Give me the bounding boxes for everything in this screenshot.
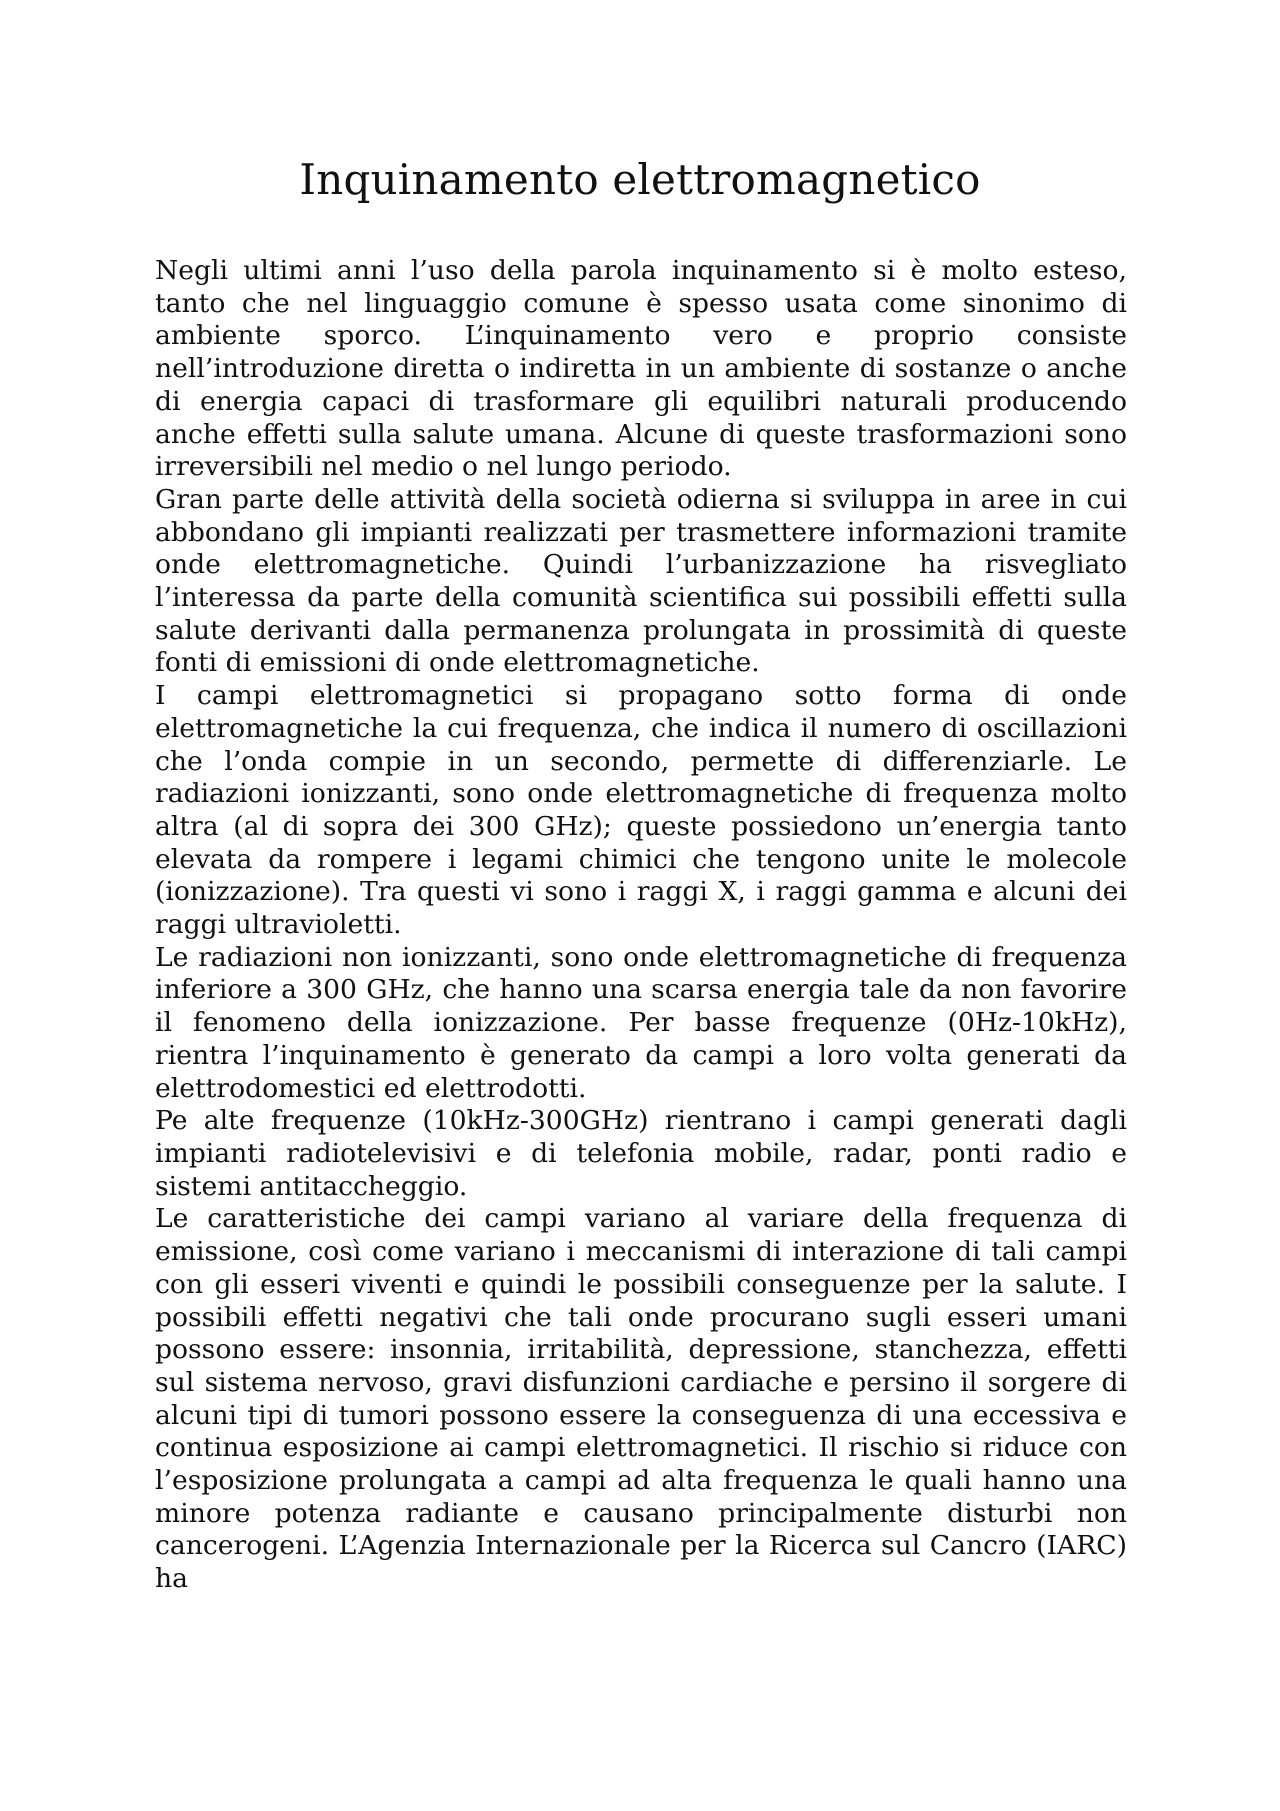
paragraph-3: I campi elettromagnetici si propagano sotto forma di onde elettromagnetiche la cui frequenza, che indica il numero di oscillazioni che l’onda compie in un secondo, permette di differenziarle. Le radiazioni ionizzanti, sono onde elettromagnetiche di frequenza molto altra (al di sopra dei 300 GHz); queste possiedono un’energia tanto elevata da rompere i legami chimici che tengono unite le molecole (ionizzazione). Tra questi vi sono i raggi X, i raggi gamma e alcuni dei raggi ultravioletti. bbox=[155, 680, 1127, 941]
paragraph-5: Pe alte frequenze (10kHz-300GHz) rientrano i campi generati dagli impianti radiotelevisivi e di telefonia mobile, radar, ponti radio e sistemi antitaccheggio. bbox=[155, 1105, 1127, 1202]
paragraph-1: Negli ultimi anni l’uso della parola inquinamento si è molto esteso, tanto che nel linguaggio comune è spesso usata come sinonimo di ambiente sporco. L’inquinamento vero e proprio consiste nell’introduzione diretta o indiretta in un ambiente di sostanze o anche di energia capaci di trasformare gli equilibri naturali producendo anche effetti sulla salute umana. Alcune di queste trasformazioni sono irreversibili nel medio o nel lungo periodo. bbox=[155, 255, 1127, 483]
paragraph-4: Le radiazioni non ionizzanti, sono onde elettromagnetiche di frequenza inferiore a 300 GHz, che hanno una scarsa energia tale da non favorire il fenomeno della ionizzazione. Per basse frequenze (0Hz-10kHz), rientra l’inquinamento è generato da campi a loro volta generati da elettrodomestici ed elettrodotti. bbox=[155, 941, 1127, 1104]
body-text bbox=[155, 255, 1127, 1596]
page-title: Inquinamento elettromagnetico bbox=[299, 155, 981, 204]
paragraph-2: Gran parte delle attività della società odierna si sviluppa in aree in cui abbondano gli impianti realizzati per trasmettere informazioni tramite onde elettromagnetiche. Quindi l’urbanizzazione ha risvegliato l’interessa da parte della comunità scientifica sui possibili effetti sulla salute derivanti dalla permanenza prolungata in prossimità di queste fonti di emissioni di onde elettromagnetiche. bbox=[155, 483, 1127, 679]
paragraph-6: Le caratteristiche dei campi variano al variare della frequenza di emissione, così come variano i meccanismi di interazione di tali campi con gli esseri viventi e quindi le possibili conseguenze per la salute. I possibili effetti negativi che tali onde procurano sugli esseri umani possono essere: insonnia, irritabilità, depressione, stanchezza, effetti sul sistema nervoso, gravi disfunzioni cardiache e persino il sorgere di alcuni tipi di tumori possono essere la conseguenza di una eccessiva e continua esposizione ai campi elettromagnetici. Il rischio si riduce con l’esposizione prolungata a campi ad alta frequenza le quali hanno una minore potenza radiante e causano principalmente disturbi non cancerogeni. L’Agenzia Internazionale per la Ricerca sul Cancro (IARC) ha bbox=[155, 1203, 1127, 1595]
